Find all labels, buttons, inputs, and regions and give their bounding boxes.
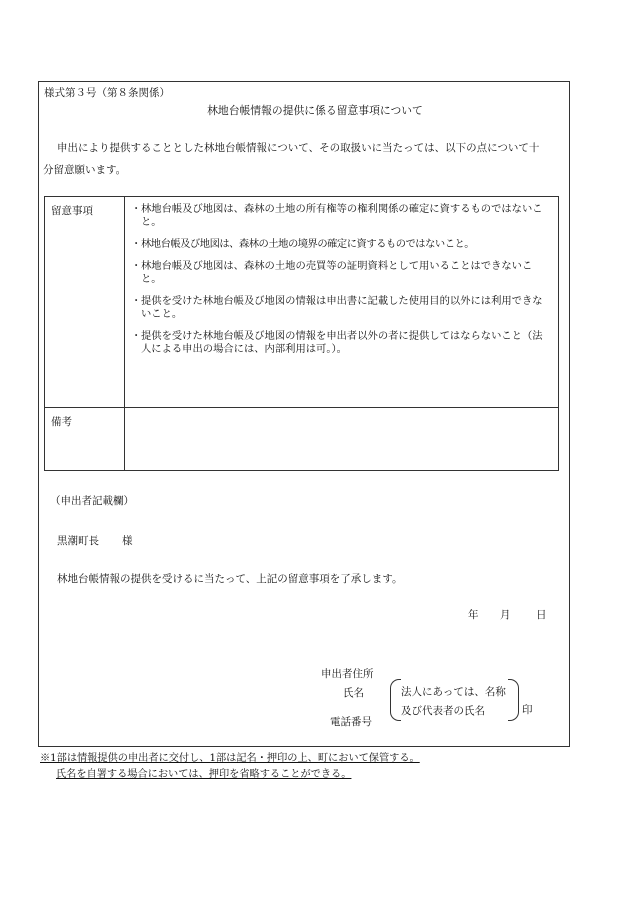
note-text: 林地台帳及び地図は、森林の土地の境界の確定に資するものではないこと。 xyxy=(141,238,475,250)
seal-label: 印 xyxy=(522,704,533,716)
notes-label: 留意事項 xyxy=(45,197,125,408)
remarks-label: 備考 xyxy=(45,408,125,471)
note-text: 提供を受けた林地台帳及び地図の情報は申出書に記載した使用目的以外には利用できないこと。 xyxy=(141,295,543,320)
corporate-note-line2: 及び代表者の氏名 xyxy=(401,705,485,717)
day-label: 日 xyxy=(536,609,547,621)
left-bracket xyxy=(390,679,401,721)
notes-table xyxy=(44,196,559,471)
notes-row xyxy=(45,197,559,408)
applicant-name-label: 氏名 xyxy=(343,687,364,699)
applicant-address-label: 申出者住所 xyxy=(321,668,374,680)
note-item-5 xyxy=(131,330,550,356)
intro-text-line2: 分留意願います。 xyxy=(43,164,127,176)
bullet: ・ xyxy=(131,238,142,250)
addressee-name: 黒潮町長 xyxy=(57,535,99,547)
form-number: 様式第３号（第８条関係） xyxy=(44,87,170,99)
addressee-honorific: 様 xyxy=(122,535,133,547)
corporate-note-line1: 法人にあっては、名称 xyxy=(401,686,506,698)
note-item-2 xyxy=(131,238,550,251)
bullet: ・ xyxy=(131,330,142,342)
remarks-field[interactable] xyxy=(125,408,559,471)
intro-text-line1: 申出により提供することとした林地台帳情報について、その取扱いに当たっては、以下の点について十 xyxy=(57,142,540,154)
consent-statement: 林地台帳情報の提供を受けるに当たって、上記の留意事項を了承します。 xyxy=(57,573,403,585)
phone-number-label: 電話番号 xyxy=(330,716,372,728)
remarks-row xyxy=(45,408,559,471)
note-item-1 xyxy=(131,203,550,229)
notes-list xyxy=(125,197,559,408)
note-item-4 xyxy=(131,295,550,321)
year-label: 年 xyxy=(468,609,479,621)
bullet: ・ xyxy=(131,295,142,307)
note-item-3 xyxy=(131,260,550,286)
bullet: ・ xyxy=(131,203,142,215)
footnote-line1: ※1部は情報提供の申出者に交付し、1部は記名・押印の上、町において保管する。 xyxy=(40,753,420,764)
page-title: 林地台帳情報の提供に係る留意事項について xyxy=(207,104,423,117)
bullet: ・ xyxy=(131,260,142,272)
note-text: 林地台帳及び地図は、森林の土地の売買等の証明資料として用いることはできないこと。 xyxy=(141,260,533,285)
note-text: 林地台帳及び地図は、森林の土地の所有権等の権利関係の確定に資するものではないこと。 xyxy=(141,203,543,228)
applicant-section-heading: （申出者記載欄） xyxy=(50,495,134,507)
right-bracket xyxy=(508,679,519,721)
note-text: 提供を受けた林地台帳及び地図の情報を申出者以外の者に提供してはならないこと（法人による申出の場合には、内部利用は可。）。 xyxy=(141,330,543,355)
footnote-line2: 氏名を自署する場合においては、押印を省略することができる。 xyxy=(56,769,352,780)
month-label: 月 xyxy=(500,609,511,621)
